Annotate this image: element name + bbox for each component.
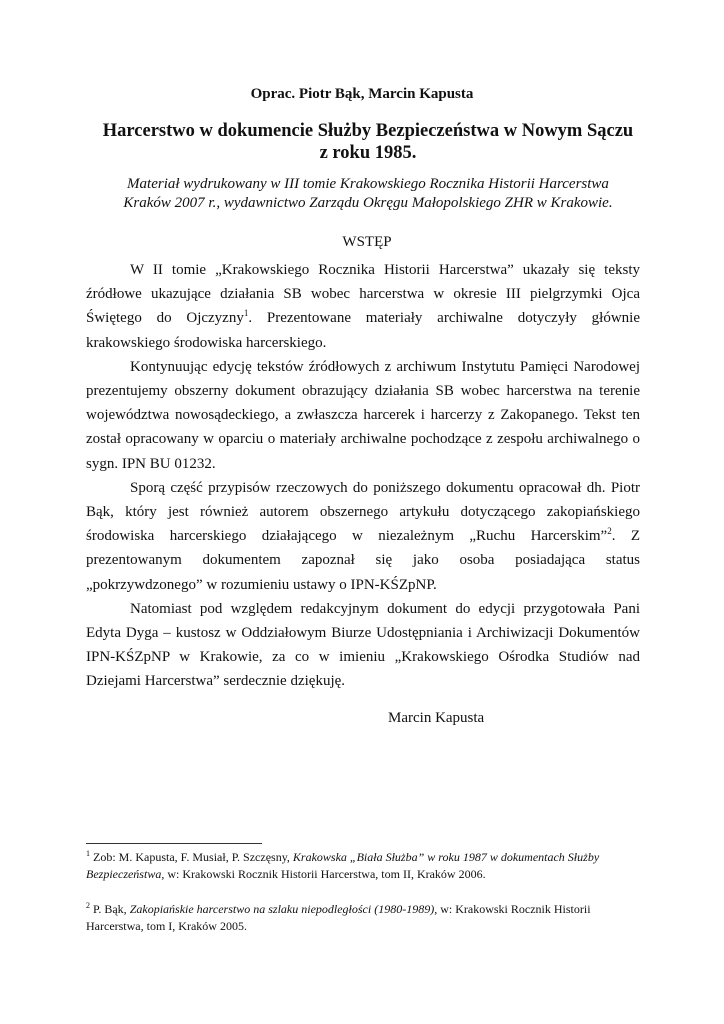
paragraph-3-text-b: . Z prezentowanym dokumentem zapoznał się jako osoba posiadająca status „pokrzywdzonego” w rozumieniu ustawy o IPN-KŚZpNP. — [86, 528, 640, 593]
footnote-2-text-a: P. Bąk, — [90, 902, 130, 916]
paragraph-2: Kontynuując edycję tekstów źródłowych z archiwum Instytutu Pamięci Narodowej prezentujemy obszerny dokument obrazujący działania SB wobec harcerstwa na terenie województwa nowosądeckiego, a zwłaszcza harcerek i harcerzy z Zakopanego. Tekst ten został opracowany w oparciu o materiały archiwalne pochodzące z zespołu archiwalnego o sygn. IPN BU 01232. — [86, 358, 640, 472]
footnote-ref-2: 2 — [607, 526, 612, 537]
document-subtitle — [95, 175, 641, 213]
title-line-2: z roku 1985. — [319, 143, 417, 163]
paragraph-3 — [86, 476, 640, 597]
section-heading: WSTĘP — [342, 234, 392, 250]
paragraph-1-text-a: W II tomie „Krakowskiego Rocznika Historii Harcerstwa” ukazały się teksty źródłowe ukazujące działania SB wobec harcerstwa w okresie III pielgrzymki Ojca Świętego do Ojczyzny — [86, 262, 640, 327]
footnote-1-text-a: Zob: M. Kapusta, F. Musiał, P. Szczęsny, — [90, 850, 293, 864]
footnote-1-number: 1 — [86, 849, 90, 858]
subtitle-line-1: Materiał wydrukowany w III tomie Krakowskiego Rocznika Historii Harcerstwa — [127, 176, 609, 192]
subtitle-line-2: Kraków 2007 r., wydawnictwo Zarządu Okręgu Małopolskiego ZHR w Krakowie. — [123, 195, 613, 211]
footnote-2 — [86, 901, 642, 935]
footnote-2-text-b: w: Krakowski Rocznik Historii Harcerstwa, tom I, Kraków 2005. — [86, 902, 591, 933]
paragraph-1 — [86, 258, 640, 355]
document-title — [100, 120, 636, 164]
footnote-2-number: 2 — [86, 901, 90, 910]
footnote-2-title: Zakopiańskie harcerstwo na szlaku niepodległości (1980-1989), — [129, 902, 438, 916]
footnote-separator — [86, 843, 262, 844]
paragraph-1-text-b: . Prezentowane materiały archiwalne dotyczyły głównie krakowskiego środowiska harcerskiego. — [86, 310, 640, 351]
footnote-1-text-b: w: Krakowski Rocznik Historii Harcerstwa, tom II, Kraków 2006. — [164, 867, 486, 881]
footnote-ref-1: 1 — [243, 308, 249, 319]
title-line-1: Harcerstwo w dokumencie Służby Bezpieczeństwa w Nowym Sączu — [102, 121, 634, 141]
footnote-1-title: Krakowska „Biała Służba” w roku 1987 w dokumentach Służby Bezpieczeństwa, — [86, 850, 600, 881]
body-text — [86, 258, 640, 694]
author-line: Oprac. Piotr Bąk, Marcin Kapusta — [250, 86, 474, 102]
signature: Marcin Kapusta — [388, 710, 485, 726]
paragraph-4: Natomiast pod względem redakcyjnym dokument do edycji przygotowała Pani Edyta Dyga – kustosz w Oddziałowym Biurze Udostępniania i Archiwizacji Dokumentów IPN-KŚZpNP w Krakowie, za co w imieniu „Krakowskiego Ośrodka Studiów nad Dziejami Harcerstwa” serdecznie dziękuję. — [86, 600, 640, 690]
paragraph-3-text-a: Sporą część przypisów rzeczowych do poniższego dokumentu opracował dh. Piotr Bąk, który jest również autorem obszernego artykułu dotyczącego zakopiańskiego środowiska harcerskiego działającego w niezależnym „Ruchu Harcerskim” — [86, 479, 640, 545]
footnote-1 — [86, 849, 642, 883]
